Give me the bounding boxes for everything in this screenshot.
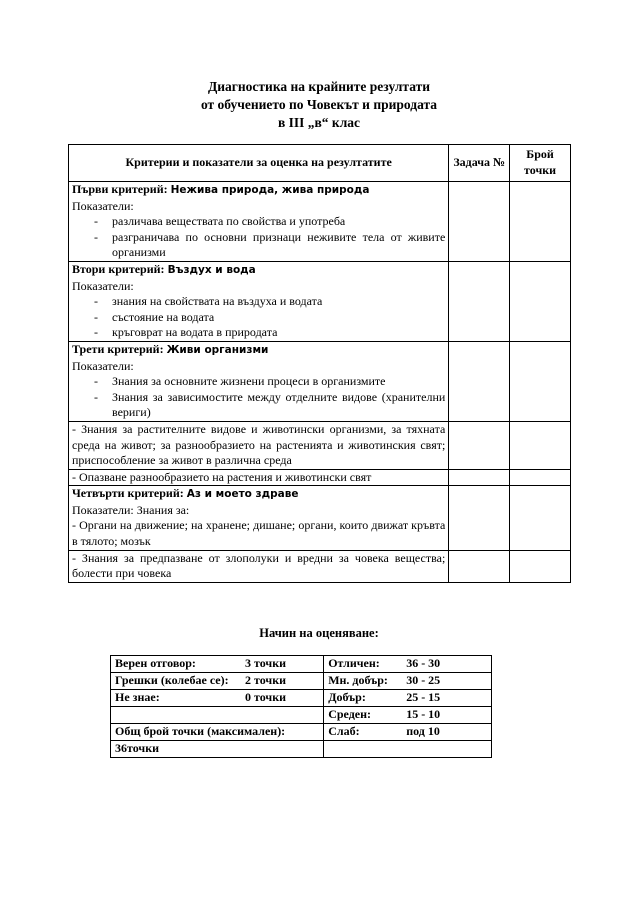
points-cell[interactable] <box>510 486 571 550</box>
accidents-text: - Знания за предпазване от злополуки и вредни за човека вещества; болести при човека <box>69 550 449 582</box>
grade-label: Среден: <box>328 707 372 721</box>
criterion-4-title: Четвърти критерий: <box>72 486 184 501</box>
answer-points: 3 точки <box>245 656 287 670</box>
indicators-label: Показатели: <box>72 278 134 293</box>
grade-range: под 10 <box>406 724 440 738</box>
grade-label: Слаб: <box>328 724 360 738</box>
grading-row <box>111 741 492 758</box>
answer-label: Не знае: <box>115 690 160 704</box>
protection-row <box>69 469 571 486</box>
grade-range: 15 - 10 <box>406 707 441 721</box>
list-item: - разграничава по основни признаци неживите тела от живите организми <box>94 230 445 261</box>
grading-row <box>111 690 492 707</box>
table-header-row <box>69 145 571 182</box>
grading-row <box>111 656 492 673</box>
criteria-table <box>68 144 571 583</box>
task-cell[interactable] <box>449 486 510 550</box>
protection-text: - Опазване разнообразието на растения и животински свят <box>69 469 449 486</box>
criterion-4-intro: Показатели: Знания за: <box>72 502 190 517</box>
points-cell[interactable] <box>510 261 571 341</box>
grading-title: Начин на оценяване: <box>259 626 379 640</box>
document-title <box>0 78 638 132</box>
criterion-4-name: Аз и моето здраве <box>186 488 299 501</box>
indicators-label: Показатели: <box>72 358 134 373</box>
task-cell[interactable] <box>449 550 510 582</box>
grade-label: Отличен: <box>328 656 380 670</box>
task-cell[interactable] <box>449 261 510 341</box>
title-line-3: в III „в“ клас <box>277 115 361 130</box>
criterion-2-title: Втори критерий: <box>72 261 165 276</box>
task-cell[interactable] <box>449 469 510 486</box>
total-points-value: 36точки <box>111 741 324 758</box>
list-item: - знания на свойствата на въздуха и водата <box>94 294 445 310</box>
grading-row <box>111 724 492 741</box>
accidents-row <box>69 550 571 582</box>
empty-cell <box>324 741 492 758</box>
criterion-3-name: Живи организми <box>166 343 269 356</box>
title-line-2: от обучението по Човекът и природата <box>200 97 438 112</box>
total-points-label: Общ брой точки (максимален): <box>111 724 324 741</box>
criterion-1-row <box>69 182 571 262</box>
criterion-2-name: Въздух и вода <box>167 263 256 276</box>
title-line-1: Диагностика на крайните резултати <box>207 79 431 94</box>
empty-cell <box>111 707 324 724</box>
task-cell[interactable] <box>449 182 510 262</box>
criterion-4-row <box>69 486 571 550</box>
indicators-label: Показатели: <box>72 198 134 213</box>
criterion-3-title: Трети критерий: <box>72 341 164 356</box>
grade-label: Добър: <box>328 690 366 704</box>
grading-table <box>110 655 492 758</box>
points-cell[interactable] <box>510 341 571 421</box>
answer-points: 0 точки <box>245 690 287 704</box>
grade-range: 30 - 25 <box>406 673 441 687</box>
list-item: - различава веществата по свойства и употреба <box>94 214 445 230</box>
task-cell[interactable] <box>449 421 510 469</box>
list-item: - кръговрат на водата в природата <box>94 325 445 341</box>
header-criteria: Критерии и показатели за оценка на резултатите <box>69 145 449 182</box>
criterion-4-line: - Органи на движение; на хранене; дишане; органи, които движат кръвта в тялото; мозък <box>72 518 446 549</box>
criterion-1-name: Нежива природа, жива природа <box>170 184 370 196</box>
grade-range: 25 - 15 <box>406 690 441 704</box>
list-item: - Знания за зависимостите между отделните видове (хранителни вериги) <box>94 390 445 421</box>
answer-label: Грешки (колебае се): <box>115 673 229 687</box>
header-points: Брой точки <box>510 145 571 182</box>
header-task: Задача № <box>449 145 510 182</box>
grading-row <box>111 673 492 690</box>
grading-row <box>111 707 492 724</box>
points-cell[interactable] <box>510 182 571 262</box>
points-cell[interactable] <box>510 469 571 486</box>
task-cell[interactable] <box>449 341 510 421</box>
answer-label: Верен отговор: <box>115 656 196 670</box>
plants-animals-row <box>69 421 571 469</box>
points-cell[interactable] <box>510 550 571 582</box>
grade-label: Мн. добър: <box>328 673 388 687</box>
criterion-2-row <box>69 261 571 341</box>
grade-range: 36 - 30 <box>406 656 441 670</box>
answer-points: 2 точки <box>245 673 287 687</box>
list-item: - състояние на водата <box>94 310 445 326</box>
criterion-3-row <box>69 341 571 421</box>
criterion-1-title: Първи критерий: <box>72 182 168 196</box>
plants-animals-text: - Знания за растителните видове и животински организми, за тяхната среда на живот; за разнообразието на растенията и животинския свят; приспособление за живот в различна среда <box>69 421 449 469</box>
points-cell[interactable] <box>510 421 571 469</box>
list-item: - Знания за основните жизнени процеси в организмите <box>94 374 445 390</box>
